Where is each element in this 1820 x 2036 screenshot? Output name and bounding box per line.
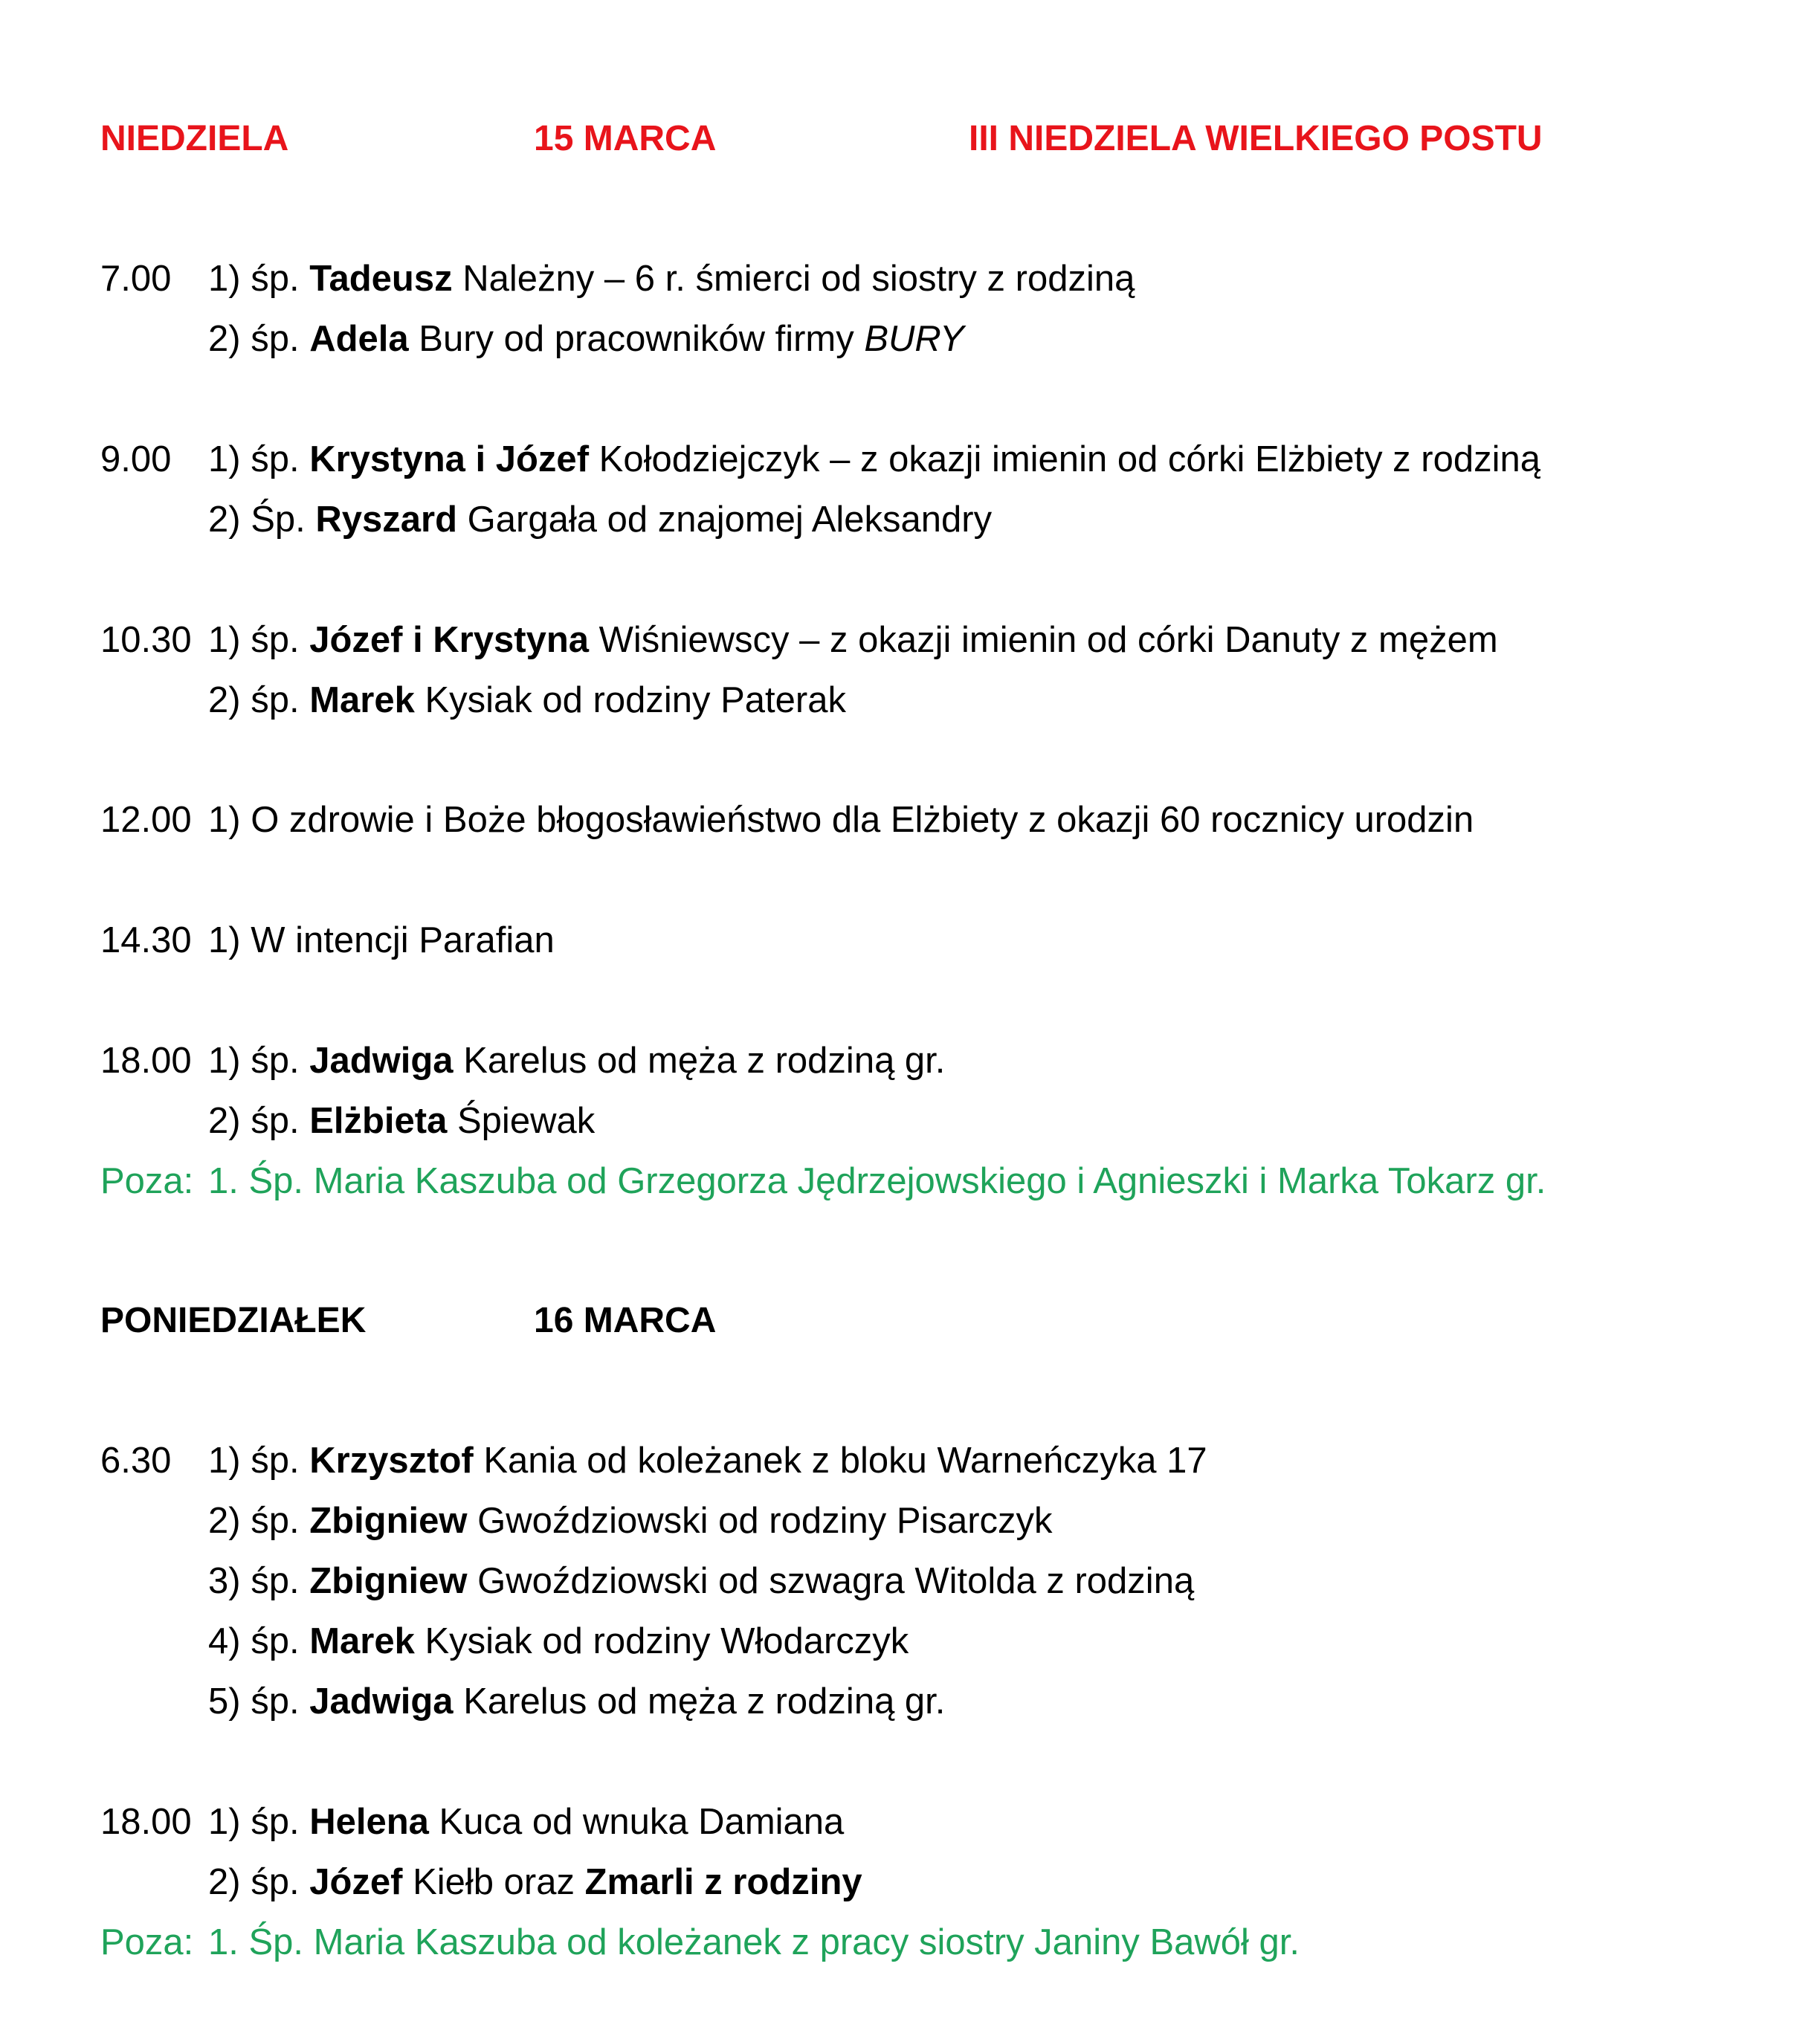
mass-time: 18.00: [100, 1041, 192, 1081]
intention-text: 2) śp. Zbigniew Gwoździowski od rodziny Pisarczyk: [208, 1501, 1053, 1541]
poza-label: Poza:: [100, 1922, 194, 1962]
intention-text: 3) śp. Zbigniew Gwoździowski od szwagra Witolda z rodziną: [208, 1561, 1195, 1601]
company-italic: BURY: [864, 319, 964, 359]
intention-text: 1) śp. Krzysztof Kania od koleżanek z bloku Warneńczyka 17: [208, 1441, 1207, 1481]
date-label: 15 MARCA: [534, 119, 717, 158]
mass-line: [0, 1615, 1820, 1667]
day-header-sunday: [0, 113, 1820, 165]
name-bold: Ryszard: [315, 500, 458, 540]
intention-text: 5) śp. Jadwiga Karelus od męża z rodziną gr.: [208, 1681, 946, 1722]
name-bold: Helena: [309, 1802, 429, 1842]
name-bold: Jadwiga: [309, 1041, 454, 1081]
name-bold: Tadeusz: [309, 259, 453, 299]
intention-text: 2) śp. Marek Kysiak od rodziny Paterak: [208, 680, 846, 720]
intention-text: 1) śp. Tadeusz Należny – 6 r. śmierci od siostry z rodziną: [208, 259, 1135, 299]
weekday-label: PONIEDZIAŁEK: [100, 1301, 367, 1340]
name-bold: Krzysztof: [309, 1441, 474, 1481]
mass-time: 18.00: [100, 1802, 192, 1842]
intention-text: 1) O zdrowie i Boże błogosławieństwo dla Elżbiety z okazji 60 rocznicy urodzin: [208, 800, 1474, 840]
name-bold: Marek: [309, 680, 415, 720]
mass-line: [0, 914, 1820, 966]
mass-time: 14.30: [100, 920, 192, 960]
mass-time: 10.30: [100, 620, 192, 660]
name-bold: Zmarli z rodziny: [584, 1862, 862, 1902]
mass-line: [0, 313, 1820, 365]
mass-line: [0, 1555, 1820, 1607]
mass-time: 12.00: [100, 800, 192, 840]
mass-line: [0, 494, 1820, 546]
intention-text: 1) śp. Jadwiga Karelus od męża z rodziną gr.: [208, 1041, 946, 1081]
intention-text: 1) śp. Krystyna i Józef Kołodziejczyk – z okazji imienin od córki Elżbiety z rodziną: [208, 439, 1541, 479]
mass-line: [0, 1435, 1820, 1487]
mass-line: [0, 1675, 1820, 1728]
name-bold: Zbigniew: [309, 1501, 468, 1541]
intention-text: 1) śp. Helena Kuca od wnuka Damiana: [208, 1802, 845, 1842]
feast-label: III NIEDZIELA WIELKIEGO POSTU: [969, 119, 1543, 158]
poza-text: 1. Śp. Maria Kaszuba od Grzegorza Jędrzejowskiego i Agnieszki i Marka Tokarz gr.: [208, 1161, 1546, 1201]
mass-line: [0, 794, 1820, 846]
intention-text: 2) śp. Elżbieta Śpiewak: [208, 1101, 596, 1141]
poza-line: [0, 1916, 1820, 1968]
poza-line: [0, 1155, 1820, 1207]
poza-text: 1. Śp. Maria Kaszuba od koleżanek z pracy siostry Janiny Bawół gr.: [208, 1922, 1300, 1962]
mass-line: [0, 674, 1820, 726]
day-header-monday: [0, 1295, 1820, 1347]
mass-line: [0, 1495, 1820, 1547]
poza-label: Poza:: [100, 1161, 194, 1201]
mass-line: [0, 1856, 1820, 1908]
name-bold: Krystyna i Józef: [309, 439, 590, 479]
mass-line: [0, 614, 1820, 666]
mass-line: [0, 1035, 1820, 1087]
mass-time: 7.00: [100, 259, 172, 299]
date-label: 16 MARCA: [534, 1301, 717, 1340]
name-bold: Jadwiga: [309, 1681, 454, 1722]
weekday-label: NIEDZIELA: [100, 119, 289, 158]
name-bold: Adela: [309, 319, 409, 359]
mass-line: [0, 253, 1820, 305]
mass-time: 6.30: [100, 1441, 172, 1481]
mass-time: 9.00: [100, 439, 172, 479]
name-bold: Józef i Krystyna: [309, 620, 590, 660]
intention-text: 1) W intencji Parafian: [208, 920, 555, 960]
name-bold: Marek: [309, 1621, 415, 1661]
intention-text: 4) śp. Marek Kysiak od rodziny Włodarczyk: [208, 1621, 909, 1661]
name-bold: Zbigniew: [309, 1561, 468, 1601]
name-bold: Józef: [309, 1862, 403, 1902]
mass-line: [0, 433, 1820, 485]
intention-text: 2) śp. Józef Kiełb oraz Zmarli z rodziny: [208, 1862, 862, 1902]
name-bold: Elżbieta: [309, 1101, 448, 1141]
intention-text: 2) Śp. Ryszard Gargała od znajomej Aleksandry: [208, 500, 993, 540]
mass-line: [0, 1095, 1820, 1147]
intention-text: 1) śp. Józef i Krystyna Wiśniewscy – z okazji imienin od córki Danuty z mężem: [208, 620, 1498, 660]
mass-line: [0, 1796, 1820, 1848]
intention-text: 2) śp. Adela Bury od pracowników firmy BURY: [208, 319, 964, 359]
